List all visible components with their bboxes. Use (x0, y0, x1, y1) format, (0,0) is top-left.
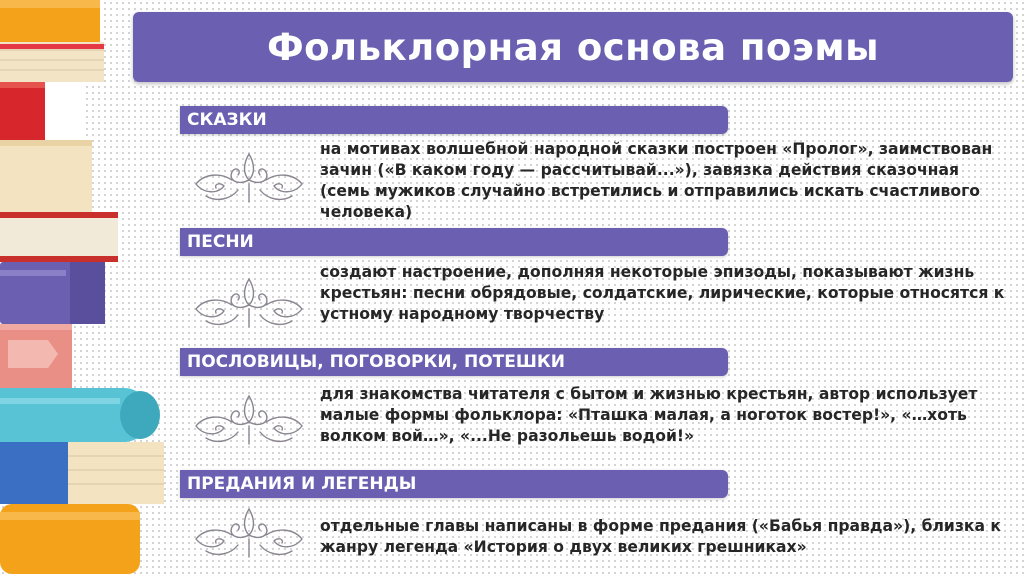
book-stack-illustration (0, 0, 175, 574)
section-heading-poslovitsy: ПОСЛОВИЦЫ, ПОГОВОРКИ, ПОТЕШКИ (180, 348, 728, 376)
section-text-poslovitsy: для знакомства читателя с бытом и жизнью крестьян, автор использует малые формы фольклора: «Пташка малая, а ноготок востер!», «…хоть волком вой…», «...Не разольешь водой!» (320, 385, 978, 445)
section-text-pesni: создают настроение, дополняя некоторые эпизоды, показывают жизнь крестьян: песни обрядовые, солдатские, лирические, которые относятся к устному народному творчеству (320, 263, 1005, 323)
swirl-flourish-icon (188, 505, 310, 563)
section-heading-skazki: СКАЗКИ (180, 106, 728, 134)
swirl-flourish-icon (188, 150, 310, 208)
section-text-predaniya: отдельные главы написаны в форме предания («Бабья правда»), близка к жанру легенда «История о двух великих грешниках» (320, 517, 1002, 556)
page-title: Фольклорная основа поэмы (266, 25, 880, 69)
swirl-flourish-icon (188, 392, 310, 450)
section-heading-predaniya: ПРЕДАНИЯ И ЛЕГЕНДЫ (180, 470, 728, 498)
title-banner (133, 12, 1013, 82)
section-heading-pesni: ПЕСНИ (180, 228, 728, 256)
swirl-flourish-icon (188, 275, 310, 333)
section-text-skazki: на мотивах волшебной народной сказки построен «Пролог», заимствован зачин («В каком году — рассчитывай...»), завязка действия сказочная (семь мужиков случайно встретились и отправились искать счастливого человека) (320, 140, 993, 221)
